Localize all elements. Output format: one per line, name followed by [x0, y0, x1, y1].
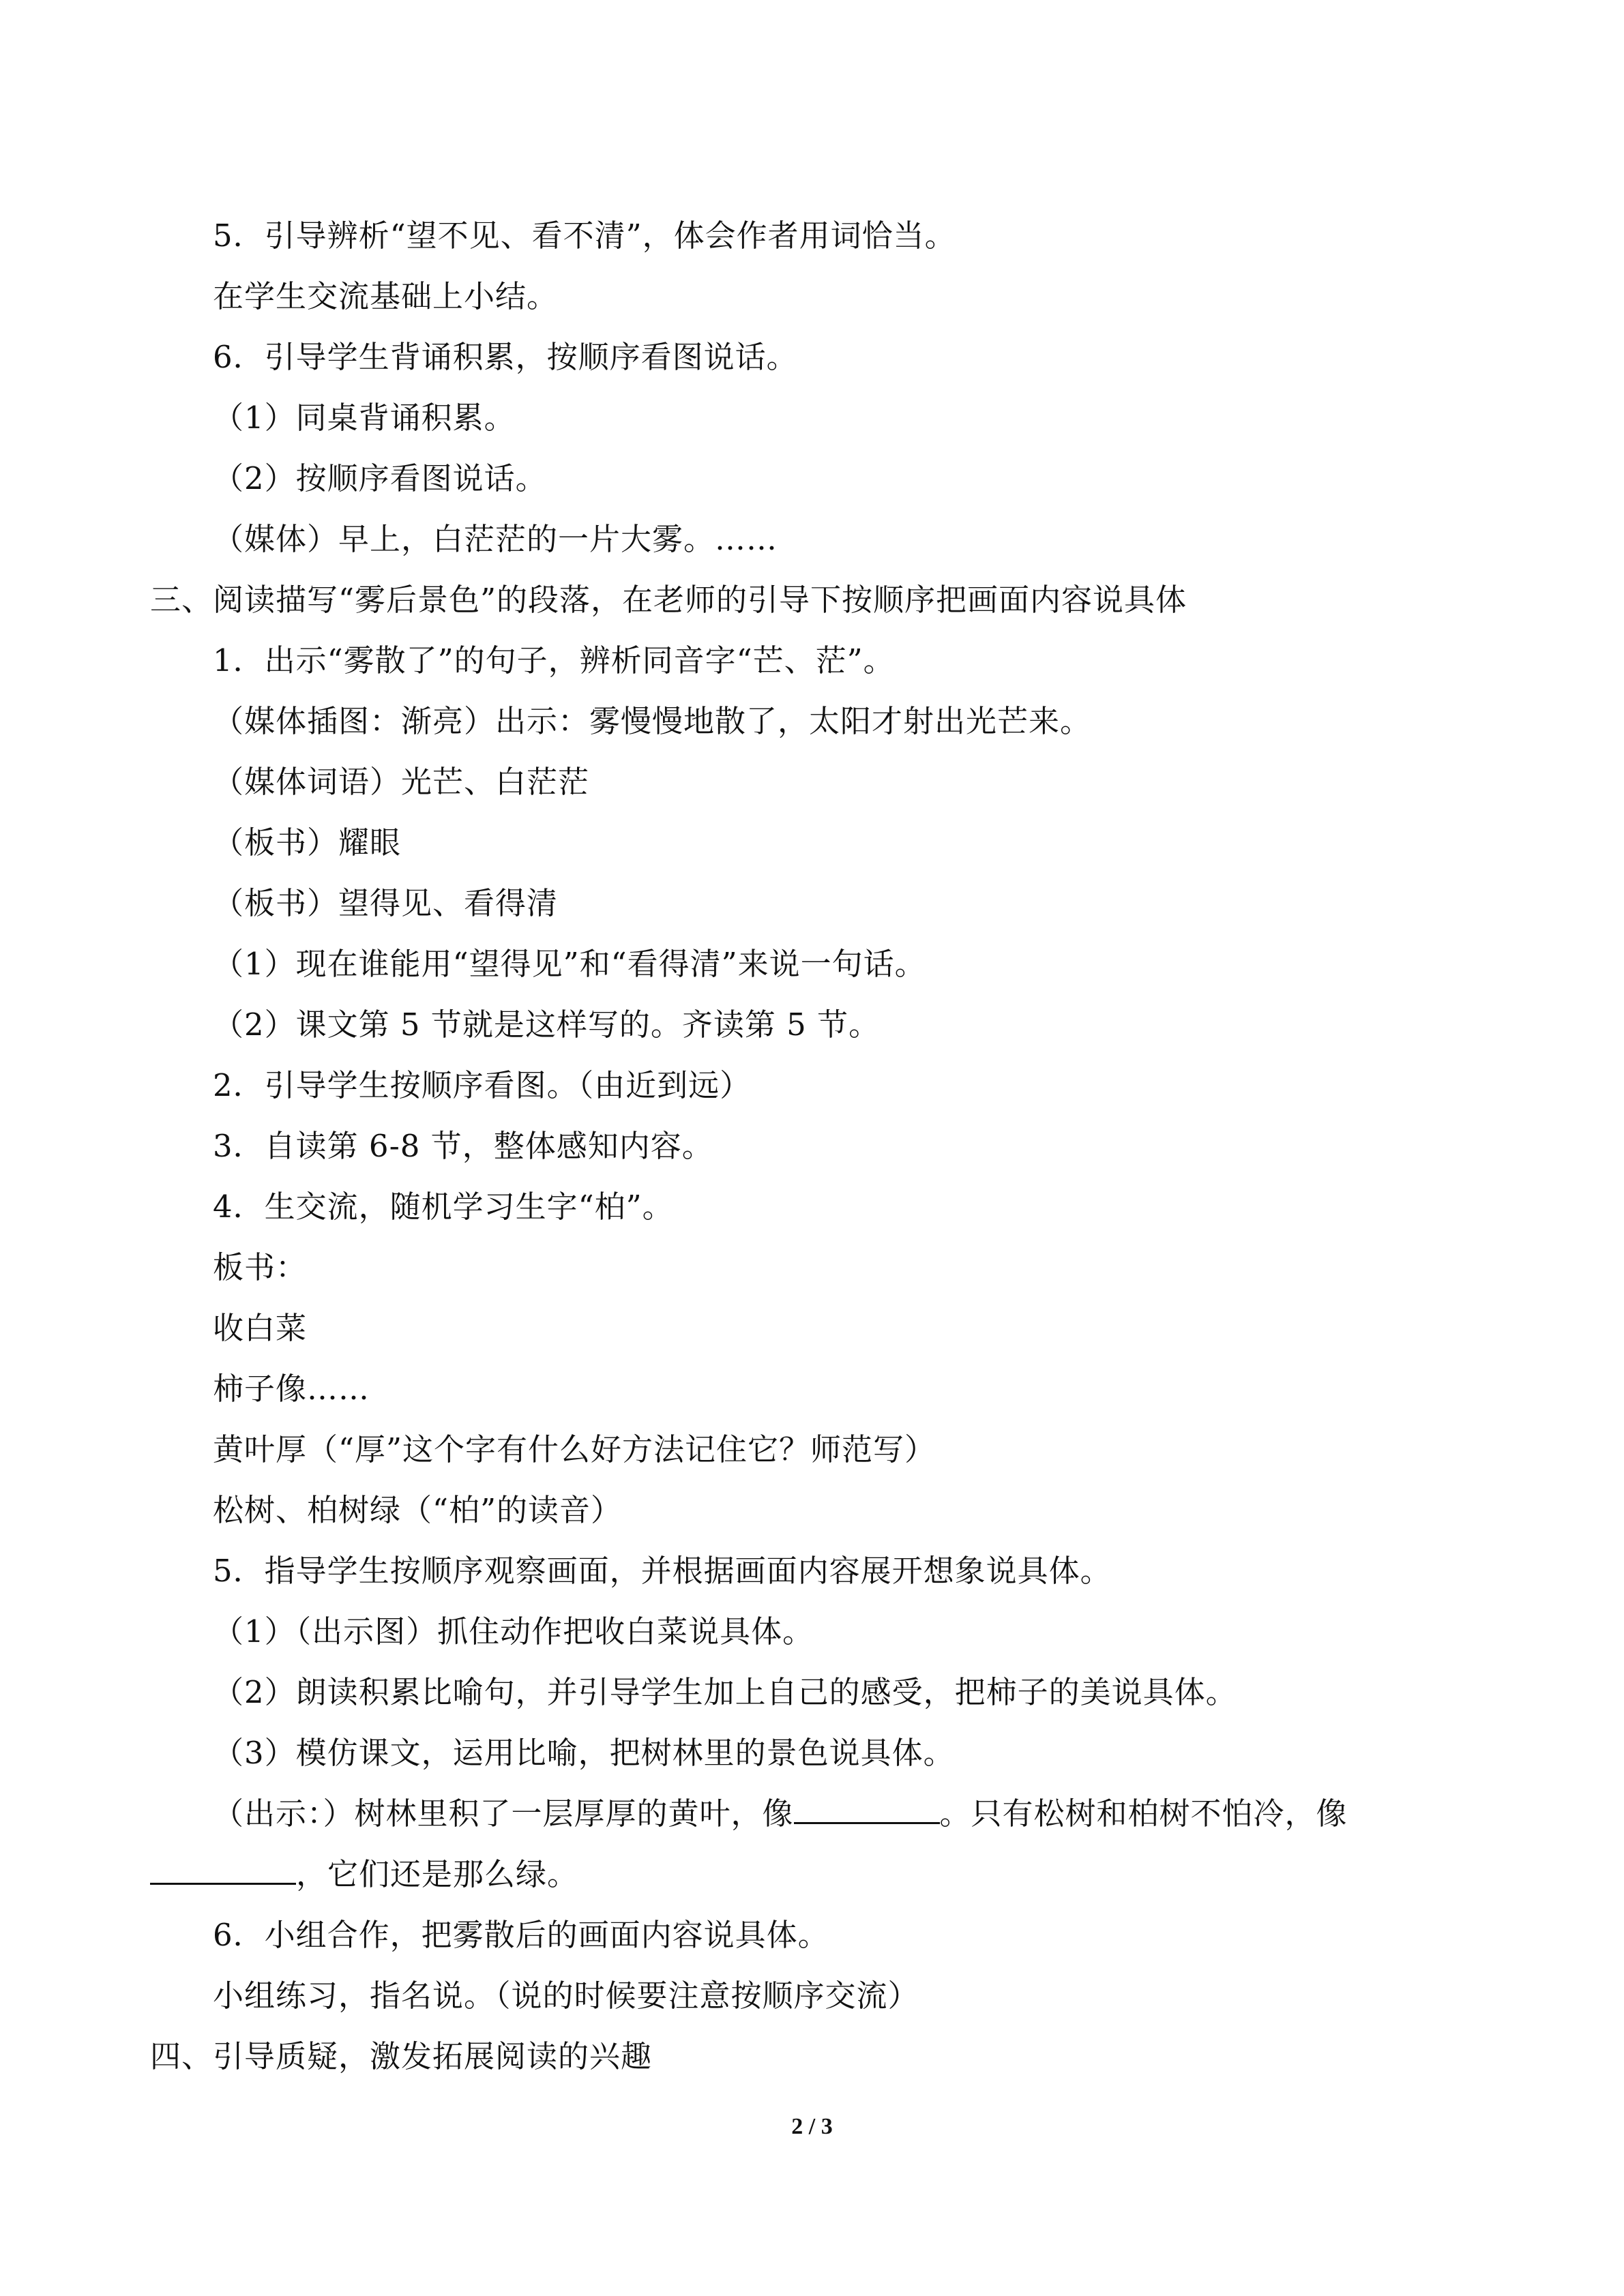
blank-1 [794, 1792, 940, 1824]
group-practice-note: 小组练习，指名说。（说的时候要注意按顺序交流） [213, 1978, 919, 2014]
sub-step-3-forest: （3）模仿课文，运用比喻，把树林里的景色说具体。 [213, 1735, 955, 1771]
sub-step-2-persimmon: （2）朗读积累比喻句，并引导学生加上自己的感受，把柿子的美说具体。 [213, 1674, 1237, 1710]
board-label: 板书： [213, 1249, 308, 1285]
board-item-persimmon: 柿子像…… [213, 1371, 370, 1407]
media-note-fog: （媒体）早上，白茫茫的一片大雾。…… [213, 521, 778, 557]
media-words-note: （媒体词语）光芒、白茫茫 [213, 764, 590, 800]
board-item-yellow-leaves: 黄叶厚（“厚”这个字有什么好方法记住它？师范写） [213, 1431, 936, 1467]
fill-in-part-2: 。只有松树和柏树不怕冷，像 [939, 1795, 1348, 1832]
board-note-dazzling: （板书）耀眼 [213, 824, 402, 861]
board-item-cabbage: 收白菜 [213, 1310, 308, 1346]
fill-in-part-1: （出示：）树林里积了一层厚厚的黄叶，像 [213, 1795, 794, 1832]
page-number: 2 / 3 [791, 2114, 833, 2139]
summary-note: 在学生交流基础上小结。 [213, 278, 559, 314]
blank-2 [150, 1853, 296, 1885]
fill-in-part-3: ，它们还是那么绿。 [296, 1856, 579, 1892]
media-illustration-note: （媒体插图：渐亮）出示：雾慢慢地散了，太阳才射出光芒来。 [213, 703, 1092, 739]
sub-step-1-recite: （1）同桌背诵积累。 [213, 400, 516, 436]
sub-step-1-cabbage: （1）（出示图）抓住动作把收白菜说具体。 [213, 1613, 814, 1650]
section-4-heading: 四、引导质疑，激发拓展阅读的兴趣 [150, 2038, 653, 2074]
board-item-pine-cypress: 松树、柏树绿（“柏”的读音） [213, 1492, 623, 1528]
step-1-show-sentence: 1．出示“雾散了”的句子，辨析同音字“芒、茫”。 [213, 642, 895, 679]
step-5-discriminate-words: 5．引导辨析“望不见、看不清”，体会作者用词恰当。 [213, 218, 956, 254]
step-5-observe: 5．指导学生按顺序观察画面，并根据画面内容展开想象说具体。 [213, 1553, 1112, 1589]
section-3-heading: 三、阅读描写“雾后景色”的段落，在老师的引导下按顺序把画面内容说具体 [150, 582, 1187, 618]
step-2-look-in-order: 2．引导学生按顺序看图。（由近到远） [213, 1067, 752, 1103]
board-note-see-clearly: （板书）望得见、看得清 [213, 885, 559, 921]
sub-step-1-make-sentence: （1）现在谁能用“望得见”和“看得清”来说一句话。 [213, 946, 926, 982]
fill-in-sentence-line-1 [213, 1792, 1348, 1836]
sub-step-2-read-section: （2）课文第 5 节就是这样写的。齐读第 5 节。 [213, 1007, 881, 1043]
sub-step-2-describe: （2）按顺序看图说话。 [213, 460, 547, 496]
fill-in-sentence-line-2 [150, 1853, 578, 1896]
step-6-recite: 6．引导学生背诵积累，按顺序看图说话。 [213, 339, 798, 375]
step-3-self-read: 3．自读第 6-8 节，整体感知内容。 [213, 1128, 713, 1164]
step-4-exchange: 4．生交流，随机学习生字“柏”。 [213, 1189, 674, 1225]
step-6-group-work: 6．小组合作，把雾散后的画面内容说具体。 [213, 1917, 829, 1953]
